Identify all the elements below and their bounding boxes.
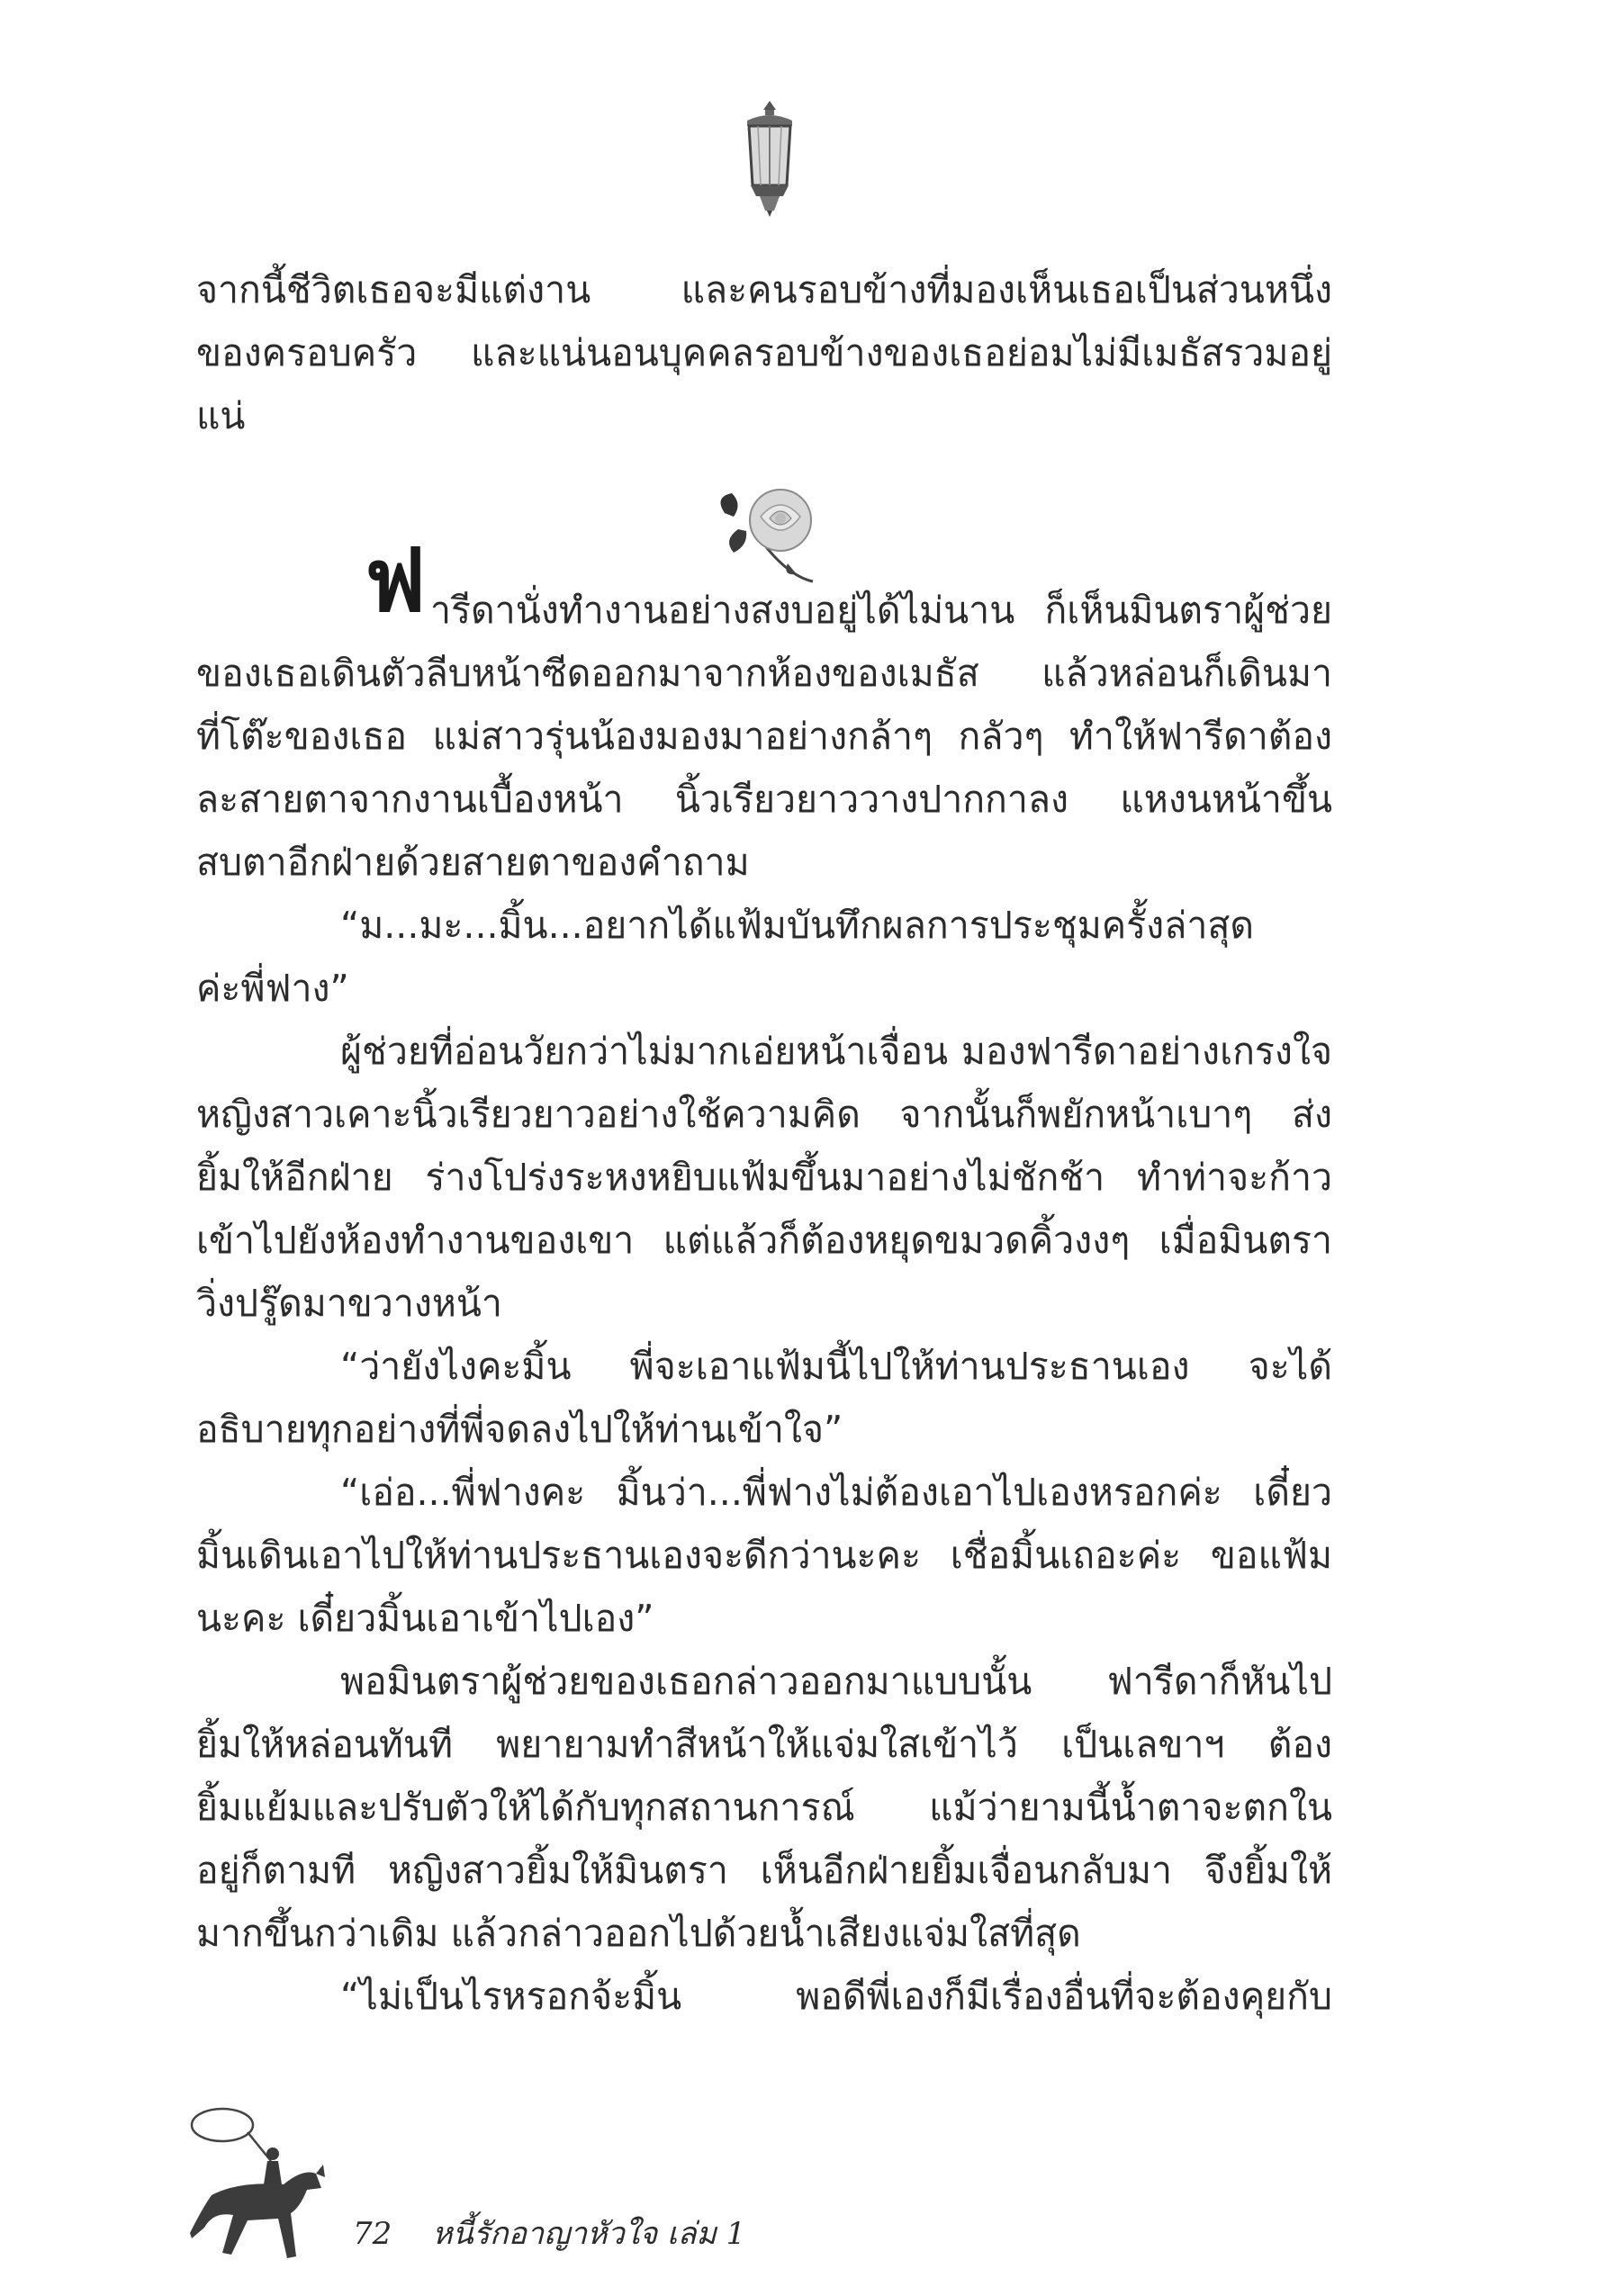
text-line: หญิงสาวเคาะนิ้วเรียวยาวอย่างใช้ความคิด จากนั้นก็พยักหน้าเบาๆ ส่ง: [196, 1093, 1332, 1136]
text-line: ยิ้มให้หล่อนทันที พยายามทำสีหน้าให้แจ่มใสเข้าไว้ เป็นเลขาฯ ต้อง: [196, 1723, 1332, 1766]
text-line: แน่: [196, 394, 246, 437]
book-title: หนี้รักอาญาหัวใจ เล่ม 1: [432, 2216, 746, 2252]
text-line: ยิ้มแย้มและปรับตัวให้ได้กับทุกสถานการณ์ แม้ว่ายามนี้น้ำตาจะตกใน: [196, 1786, 1332, 1829]
text-line: สบตาอีกฝ่ายด้วยสายตาของคำถาม: [196, 841, 750, 884]
text-line: มิ้นเดินเอาไปให้ท่านประธานเองจะดีกว่านะคะ เชื่อมิ้นเถอะค่ะ ขอแฟ้ม: [196, 1534, 1332, 1577]
text-line: ารีดานั่งทำงานอย่างสงบอยู่ได้ไม่นาน ก็เห็นมินตราผู้ช่วย: [430, 589, 1332, 632]
text-line: ผู้ช่วยที่อ่อนวัยกว่าไม่มากเอ่ยหน้าเจื่อน มองฟารีดาอย่างเกรงใจ: [340, 1030, 1332, 1073]
text-line: ของเธอเดินตัวลีบหน้าซีดออกมาจากห้องของเมธัส แล้วหล่อนก็เดินมา: [196, 652, 1332, 695]
text-line: ค่ะพี่ฟาง”: [196, 967, 349, 1010]
rose-icon: [707, 477, 833, 585]
text-line: “ไม่เป็นไรหรอกจ้ะมิ้น พอดีพี่เองก็มีเรื่องอื่นที่จะต้องคุยกับ: [340, 1975, 1332, 2018]
text-line: “ว่ายังไงคะมิ้น พี่จะเอาแฟ้มนี้ไปให้ท่านประธานเอง จะได้: [340, 1345, 1332, 1388]
lantern-icon: [738, 99, 801, 218]
text-line: ของครอบครัว และแน่นอนบุคคลรอบข้างของเธอย่อมไม่มีเมธัสรวมอยู่: [196, 331, 1332, 374]
horse-rider-icon: [185, 2102, 333, 2268]
text-line: เข้าไปยังห้องทำงานของเขา แต่แล้วก็ต้องหยุดขมวดคิ้วงงๆ เมื่อมินตรา: [196, 1219, 1332, 1262]
text-line: ละสายตาจากงานเบื้องหน้า นิ้วเรียวยาววางปากกาลง แหงนหน้าขึ้น: [196, 778, 1332, 821]
text-line: “เอ่อ...พี่ฟางคะ มิ้นว่า...พี่ฟางไม่ต้องเอาไปเองหรอกค่ะ เดี๋ยว: [340, 1471, 1332, 1514]
text-line: ที่โต๊ะของเธอ แม่สาวรุ่นน้องมองมาอย่างกล้าๆ กลัวๆ ทำให้ฟารีดาต้อง: [196, 715, 1332, 758]
text-line: อยู่ก็ตามที หญิงสาวยิ้มให้มินตรา เห็นอีกฝ่ายยิ้มเจื่อนกลับมา จึงยิ้มให้: [196, 1849, 1332, 1892]
page-number: 72: [353, 2216, 392, 2252]
text-line: มากขึ้นกว่าเดิม แล้วกล่าวออกไปด้วยน้ำเสียงแจ่มใสที่สุด: [196, 1912, 1081, 1955]
text-line: ยิ้มให้อีกฝ่าย ร่างโปร่งระหงหยิบแฟ้มขึ้นมาอย่างไม่ชักช้า ทำท่าจะก้าว: [196, 1156, 1332, 1199]
text-line: พอมินตราผู้ช่วยของเธอกล่าวออกมาแบบนั้น ฟารีดาก็หันไป: [340, 1660, 1332, 1703]
text-line: อธิบายทุกอย่างที่พี่จดลงไปให้ท่านเข้าใจ”: [196, 1408, 843, 1451]
drop-cap: ฟ: [365, 529, 426, 631]
text-line: นะคะ เดี๋ยวมิ้นเอาเข้าไปเอง”: [196, 1597, 654, 1640]
text-line: “ม...มะ...มิ้น...อยากได้แฟ้มบันทึกผลการประชุมครั้งล่าสุด: [340, 904, 1254, 947]
page-footer: [353, 2214, 745, 2254]
text-line: จากนี้ชีวิตเธอจะมีแต่งาน และคนรอบข้างที่มองเห็นเธอเป็นส่วนหนึ่ง: [196, 268, 1332, 311]
text-line: วิ่งปรู๊ดมาขวางหน้า: [196, 1282, 502, 1325]
